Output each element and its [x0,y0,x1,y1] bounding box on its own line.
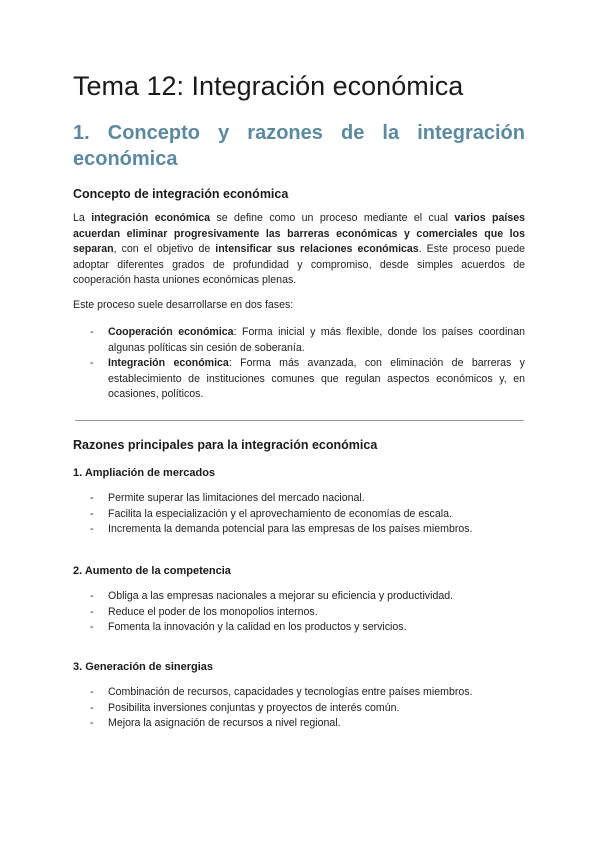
list-item-text: Fomenta la innovación y la calidad en los productos y servicios. [108,621,407,633]
definition-text: se define como un proceso mediante el cual [210,212,455,224]
list-item-text: Combinación de recursos, capacidades y tecnologías entre países miembros. [108,686,473,698]
page-title: Tema 12: Integración económica [73,71,464,101]
list-item [73,589,525,605]
section-heading-line2: económica [73,148,178,170]
section-heading-line1: 1. Concepto y razones de la integración [73,122,525,144]
bullet-dash: - [90,326,94,338]
reason-list [73,589,525,636]
bullet-dash: - [90,717,94,729]
definition-bold-goal: intensificar sus relaciones económicas [215,243,419,255]
reason-group-title: 3. Generación de sinergias [73,661,214,673]
bullet-dash: - [90,701,94,714]
horizontal-divider [75,420,524,421]
reason-group-title: 1. Ampliación de mercados [73,467,216,479]
list-item-text: Reduce el poder de los monopolios internos. [108,605,318,618]
definition-text: La [73,212,92,224]
list-item-text: Posibilita inversiones conjuntas y proyectos de interés común. [108,701,400,714]
reason-group-title: 2. Aumento de la competencia [73,565,231,577]
list-item-text: Obliga a las empresas nacionales a mejorar su eficiencia y productividad. [108,590,454,602]
list-item [73,491,525,507]
bullet-dash: - [90,507,94,520]
list-item [73,507,525,523]
section-heading [73,120,525,172]
list-item [73,685,525,701]
phase-desc: : Forma más avanzada, con eliminación de barreras y establecimiento de instituciones comunes que regulan aspectos económicos y, en ocasiones, políticos. [108,357,525,400]
list-item-text: Mejora la asignación de recursos a nivel regional. [108,717,341,729]
list-item-text: Permite superar las limitaciones del mercado nacional. [108,492,365,504]
reason-list [73,491,525,538]
bullet-dash: - [90,492,94,504]
phases-list [73,325,525,403]
list-item [73,356,525,403]
definition-bold-term: integración económica [91,212,211,224]
definition-text: , con el objetivo de [113,243,216,255]
reason-list [73,685,525,732]
bullet-dash: - [90,590,94,602]
list-item [73,522,525,538]
bullet-dash: - [90,605,94,618]
bullet-dash: - [90,621,94,633]
phases-intro: Este proceso suele desarrollarse en dos fases: [73,299,294,311]
list-item [73,716,525,732]
phase-term: Integración económica [108,357,229,369]
bullet-dash: - [90,523,94,535]
phase-term: Cooperación económica [108,326,234,338]
list-item-text: Facilita la especialización y el aprovechamiento de economías de escala. [108,507,452,520]
bullet-dash: - [90,686,94,698]
concept-heading: Concepto de integración económica [73,187,289,201]
list-item [73,325,525,356]
list-item [73,605,525,621]
reasons-heading: Razones principales para la integración económica [73,438,378,452]
phase-desc: : Forma inicial y más flexible, donde los países coordinan algunas políticas sin cesión de soberanía. [108,326,525,354]
definition-bold-clause: varios países acuerdan eliminar progresivamente las barreras económicas y comerciales que los separan [73,212,526,255]
definition-text: . Este proceso puede adoptar diferentes grados de profundidad y compromiso, desde simples acuerdos de cooperación hasta uniones económicas plenas. [73,243,525,286]
bullet-dash: - [90,357,94,369]
list-item-text: Incrementa la demanda potencial para las empresas de los países miembros. [108,523,473,535]
list-item [73,620,525,636]
definition-paragraph [73,211,525,289]
list-item [73,701,525,717]
